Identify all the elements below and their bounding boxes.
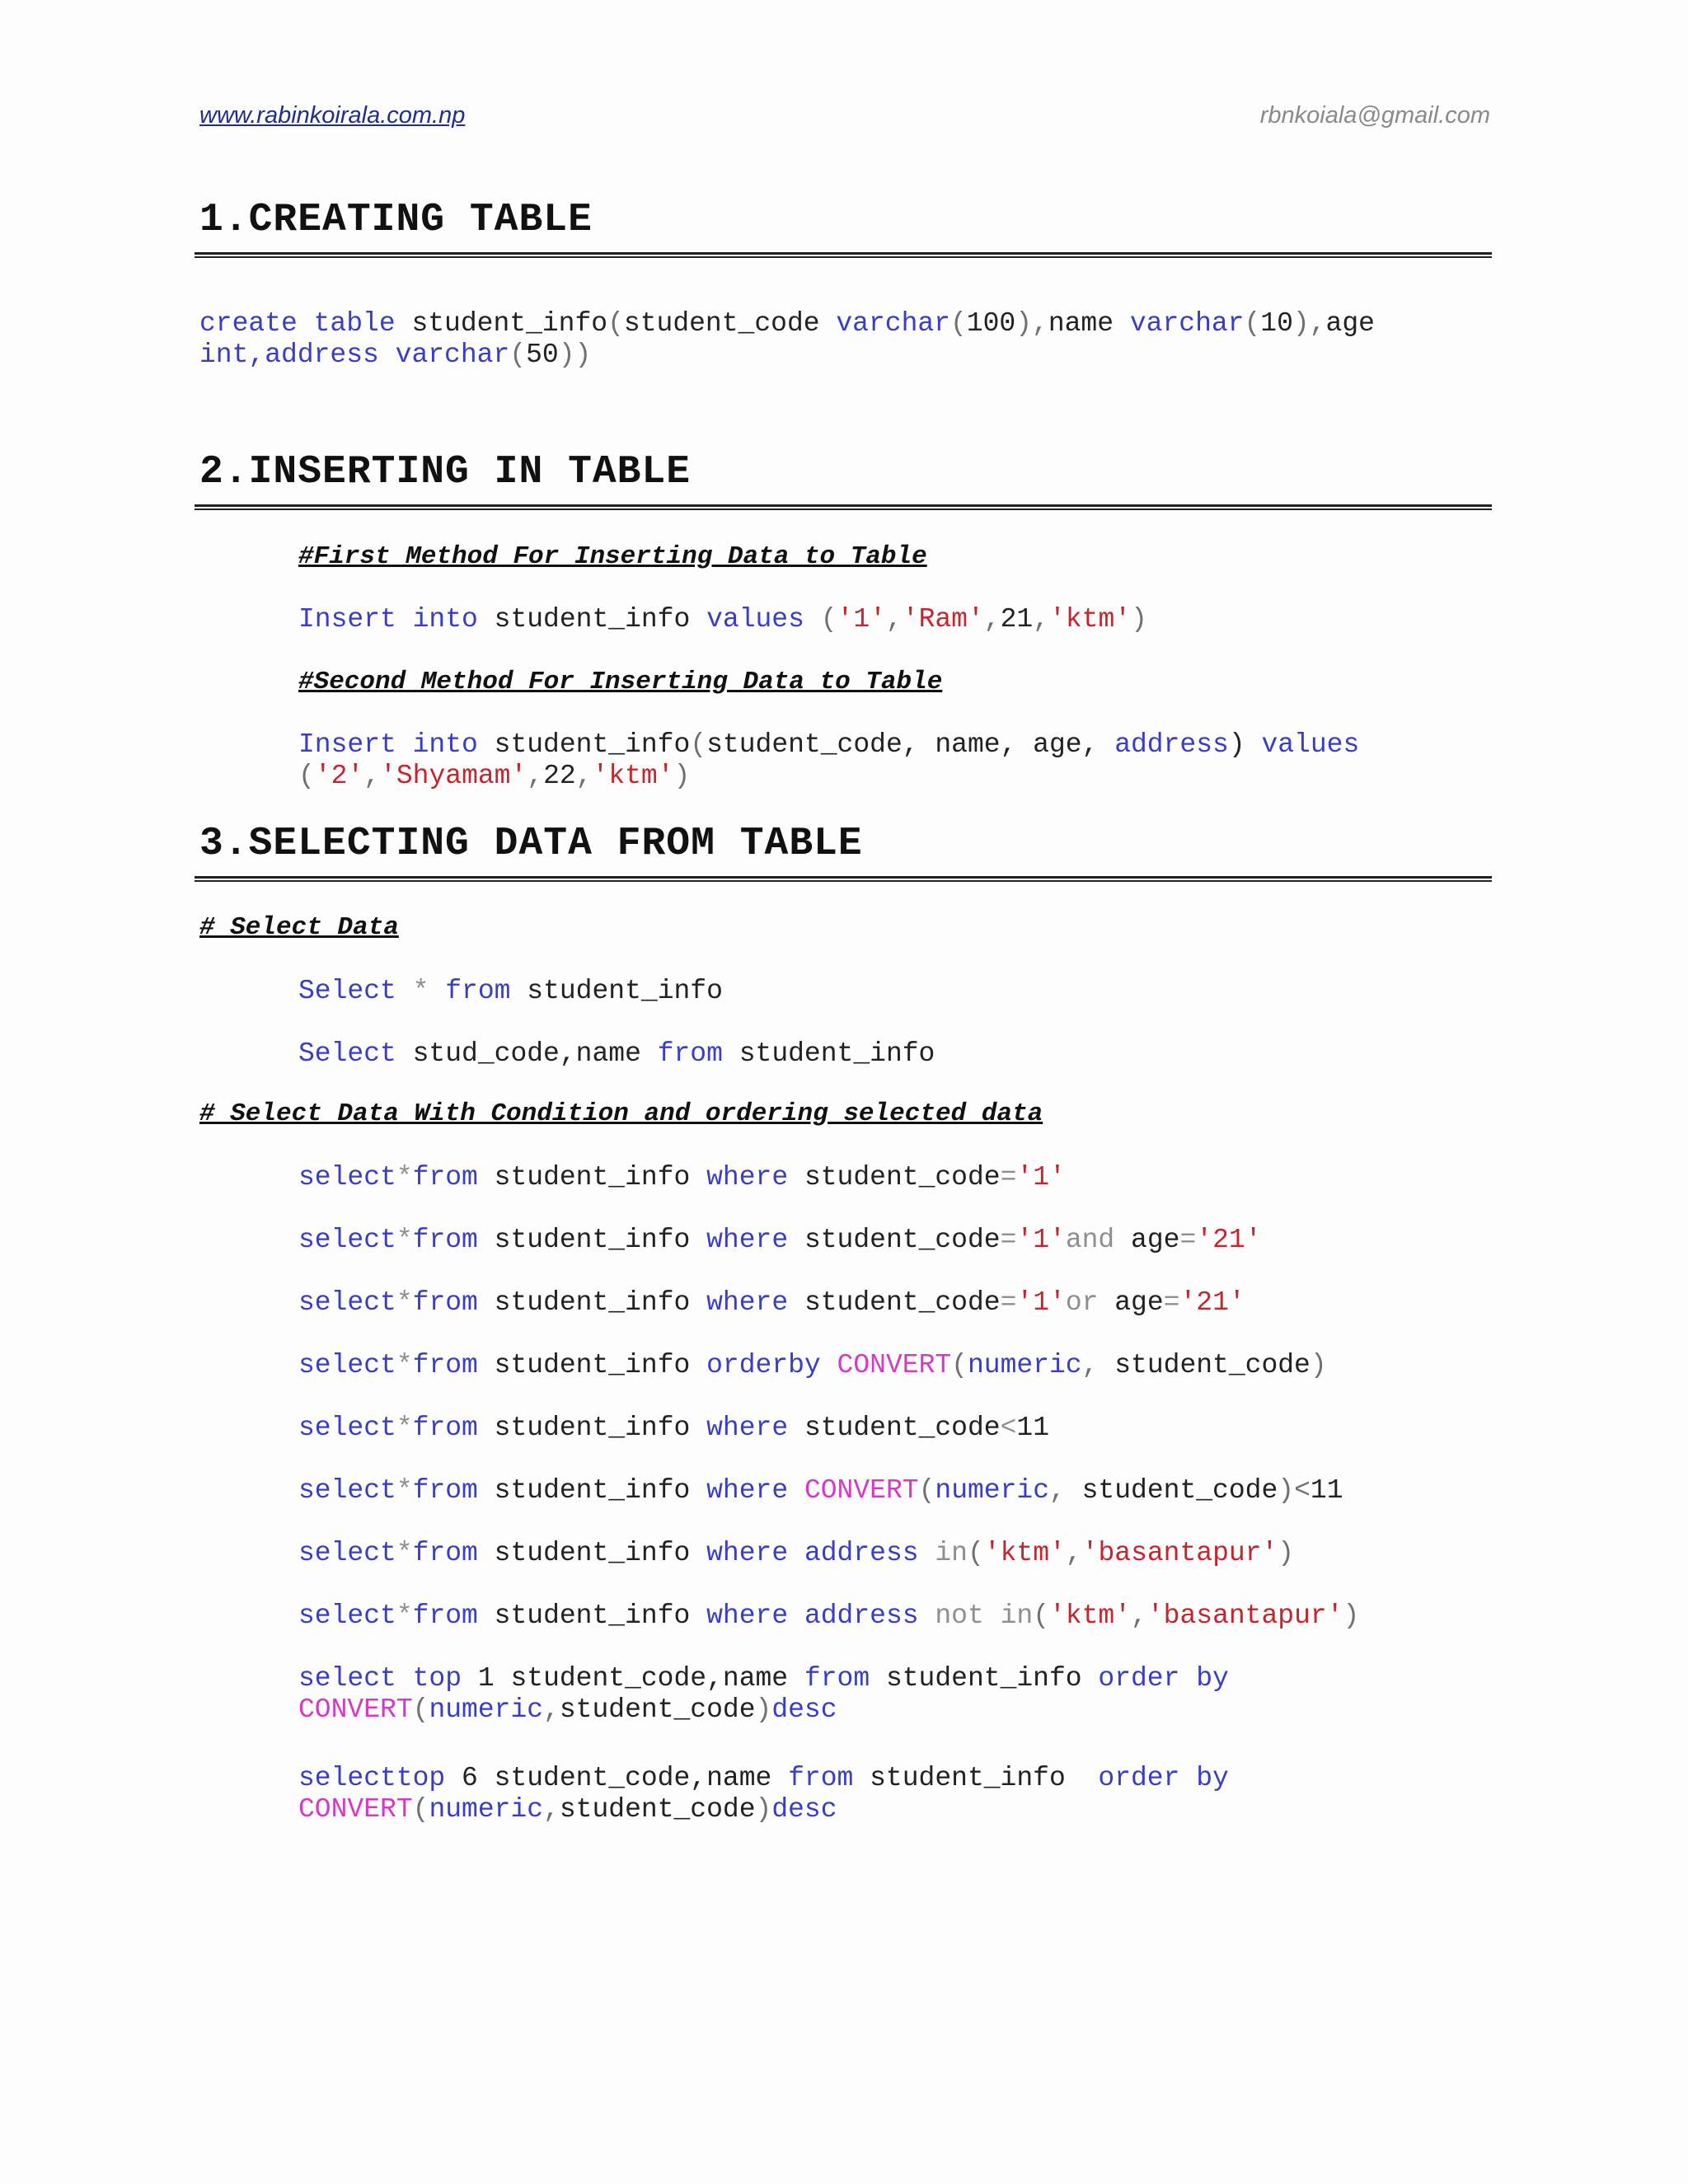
code-token: = <box>1000 1225 1017 1255</box>
code-token: student_code <box>788 1413 1001 1443</box>
code-token: student_info <box>477 1538 707 1568</box>
code-token: student_info <box>477 1225 707 1255</box>
code-token: 6 student_code,name <box>445 1763 789 1793</box>
code-token: '21' <box>1179 1287 1245 1318</box>
code-token: where <box>706 1413 789 1443</box>
code-token: 50 <box>526 340 559 370</box>
code-token: ) <box>1228 729 1262 760</box>
code-token: where <box>706 1601 789 1631</box>
code-token: student_info <box>477 729 691 760</box>
code-token: select <box>298 1350 396 1380</box>
code-token: from <box>412 1601 478 1631</box>
code-token: int,address varchar <box>199 340 510 370</box>
code-token: student_code <box>623 308 837 339</box>
code-token: student_info <box>477 1475 707 1506</box>
code-token: from <box>412 1162 478 1193</box>
code-line <box>298 1287 1245 1319</box>
code-token: ( <box>804 604 837 635</box>
code-line <box>298 1663 1229 1694</box>
code-line <box>298 1413 1049 1444</box>
code-token: from <box>412 1475 478 1506</box>
code-token: , <box>543 1794 560 1825</box>
code-token: from <box>412 1413 478 1443</box>
code-token: age <box>1098 1287 1164 1318</box>
code-token: not in <box>918 1601 1034 1631</box>
code-token: 22 <box>543 761 576 791</box>
code-token: ) <box>1278 1538 1295 1568</box>
code-token: ) <box>1310 1350 1327 1380</box>
code-token: select <box>298 1413 396 1443</box>
code-token: , <box>363 761 381 791</box>
code-token: = <box>1179 1225 1197 1255</box>
code-token: 'basantapur' <box>1081 1538 1278 1568</box>
code-line <box>298 761 690 792</box>
code-token: student_code <box>559 1794 756 1825</box>
code-token: address <box>804 1538 919 1568</box>
code-token: ( <box>951 1350 968 1380</box>
code-token: address <box>804 1601 919 1631</box>
code-token: or <box>1065 1287 1099 1318</box>
code-token: student_info <box>510 976 723 1006</box>
code-token: values <box>1261 729 1360 760</box>
code-token: numeric <box>967 1350 1082 1380</box>
code-token: select <box>298 1162 396 1193</box>
code-line <box>298 604 1147 635</box>
code-token <box>788 1475 804 1506</box>
code-token: ), <box>1015 308 1048 339</box>
code-token: varchar <box>1129 308 1245 339</box>
code-line <box>298 1162 1066 1193</box>
code-token: student_info <box>853 1763 1099 1793</box>
code-token: select <box>298 1538 396 1568</box>
code-token: selecttop <box>298 1763 446 1793</box>
code-token: 10 <box>1260 308 1293 339</box>
code-token: 11 <box>1016 1413 1050 1443</box>
code-token: 100 <box>966 308 1016 339</box>
code-token: * <box>396 1413 413 1443</box>
code-token: order by <box>1098 1663 1229 1694</box>
code-token: , <box>1049 1475 1066 1506</box>
code-token: name <box>1048 308 1130 339</box>
subheading-select-with-condition: # Select Data With Condition and ordering selected data <box>199 1099 1043 1128</box>
code-token: student_info <box>477 1350 707 1380</box>
code-token: student_code <box>1065 1475 1278 1506</box>
section-title-inserting: 2.INSERTING IN TABLE <box>199 450 692 494</box>
code-token: student_code <box>788 1162 1001 1193</box>
code-token: , <box>983 604 1001 635</box>
code-token: order by <box>1098 1763 1229 1793</box>
code-token: student_code <box>788 1225 1001 1255</box>
code-token: from <box>412 1538 478 1568</box>
code-token: , <box>575 761 593 791</box>
code-token: orderby <box>706 1350 821 1380</box>
code-token: ) <box>755 1694 772 1725</box>
code-token: where <box>706 1538 789 1568</box>
code-token: '1' <box>1016 1162 1066 1193</box>
code-line <box>298 1694 837 1726</box>
code-line <box>298 1225 1262 1256</box>
code-token: 'ktm' <box>1049 604 1132 635</box>
code-token <box>788 1601 804 1631</box>
code-token: '1' <box>1016 1225 1066 1255</box>
code-token: , <box>527 761 544 791</box>
code-line <box>298 1350 1327 1381</box>
code-token: numeric <box>429 1694 544 1725</box>
code-token: = <box>1000 1162 1017 1193</box>
code-token: )) <box>558 340 592 370</box>
code-token: * <box>396 1475 413 1506</box>
code-token: ) <box>1343 1601 1360 1631</box>
code-token: select <box>298 1225 396 1255</box>
code-token: address <box>1114 729 1229 760</box>
section-divider <box>195 876 1492 882</box>
email-address: rbnkoiala@gmail.com <box>1259 102 1490 129</box>
code-token: ( <box>918 1475 935 1506</box>
code-line <box>298 1763 1229 1794</box>
code-token: student_code, name, age, <box>706 729 1115 760</box>
code-token: student_info <box>395 308 608 339</box>
code-token: where <box>706 1162 789 1193</box>
code-token: ) <box>673 761 691 791</box>
code-token: desc <box>771 1694 837 1725</box>
code-token: where <box>706 1287 789 1318</box>
code-token: stud_code,name <box>396 1038 658 1069</box>
section-divider <box>195 504 1492 510</box>
code-token: CONVERT <box>298 1794 413 1825</box>
code-token: 'Ram' <box>902 604 984 635</box>
code-token: '1' <box>837 604 886 635</box>
code-token: create table <box>199 308 396 339</box>
code-line <box>298 1038 935 1070</box>
code-token: student_info <box>477 1601 707 1631</box>
code-token: in <box>918 1538 968 1568</box>
code-token: from <box>657 1038 723 1069</box>
subheading-select-data: # Select Data <box>199 913 399 942</box>
code-token <box>788 1538 804 1568</box>
code-token: ( <box>412 1794 429 1825</box>
code-token: ), <box>1292 308 1326 339</box>
code-token: < <box>1000 1413 1017 1443</box>
code-token: values <box>706 604 804 635</box>
code-token: age <box>1114 1225 1180 1255</box>
code-token: 'Shyamam' <box>380 761 528 791</box>
code-token: student_info <box>722 1038 935 1069</box>
code-token: '2' <box>314 761 364 791</box>
code-token: select <box>298 1287 396 1318</box>
code-line <box>298 1475 1343 1507</box>
code-line <box>199 340 591 371</box>
code-token: Insert into <box>298 729 478 760</box>
code-token: ) <box>1131 604 1147 635</box>
code-token: 'ktm' <box>1049 1601 1132 1631</box>
code-token: , <box>1081 1350 1099 1380</box>
code-token: ( <box>1244 308 1261 339</box>
code-token: where <box>706 1475 789 1506</box>
code-token: and <box>1065 1225 1115 1255</box>
code-token: 11 <box>1310 1475 1343 1506</box>
code-token: student_code <box>1098 1350 1311 1380</box>
section-title-selecting: 3.SELECTING DATA FROM TABLE <box>199 822 863 866</box>
code-token: 'ktm' <box>592 761 674 791</box>
subheading-second-method: #Second Method For Inserting Data to Table <box>298 668 943 696</box>
code-token: student_info <box>870 1663 1099 1694</box>
code-line <box>298 1538 1294 1569</box>
code-token: student_code <box>788 1287 1001 1318</box>
code-token: CONVERT <box>837 1350 952 1380</box>
code-token: student_info <box>477 604 707 635</box>
code-token: Insert into <box>298 604 478 635</box>
code-token <box>821 1350 837 1380</box>
code-token: 1 student_code,name <box>462 1663 804 1694</box>
code-token: from <box>445 976 511 1006</box>
code-token: from <box>412 1287 478 1318</box>
code-token: * <box>396 1162 413 1193</box>
code-token: numeric <box>429 1794 544 1825</box>
code-token: , <box>1131 1601 1147 1631</box>
code-token: * <box>396 1225 413 1255</box>
code-token: '1' <box>1016 1287 1066 1318</box>
code-line <box>298 1601 1359 1632</box>
section-title-creating-table: 1.CREATING TABLE <box>199 198 593 242</box>
code-token: , <box>543 1694 560 1725</box>
code-token: * <box>396 976 446 1006</box>
code-token: * <box>396 1601 413 1631</box>
code-token: where <box>706 1225 789 1255</box>
code-token: from <box>412 1225 478 1255</box>
code-token: , <box>1033 604 1050 635</box>
code-token: ( <box>1033 1601 1050 1631</box>
code-token: select <box>298 1601 396 1631</box>
code-token: ( <box>968 1538 984 1568</box>
code-token: CONVERT <box>298 1694 413 1725</box>
code-token: * <box>396 1538 413 1568</box>
code-token: CONVERT <box>804 1475 919 1506</box>
code-token: = <box>1163 1287 1180 1318</box>
code-token: age <box>1325 308 1375 339</box>
section-divider <box>195 252 1492 258</box>
code-token: '21' <box>1196 1225 1262 1255</box>
code-token: varchar <box>836 308 950 339</box>
code-token: ( <box>950 308 967 339</box>
code-token: = <box>1000 1287 1017 1318</box>
code-token: ( <box>412 1694 429 1725</box>
code-token: ( <box>607 308 624 339</box>
code-token: from <box>412 1350 478 1380</box>
code-line <box>298 729 1359 761</box>
website-link[interactable]: www.rabinkoirala.com.np <box>199 102 466 129</box>
code-token: ( <box>690 729 707 760</box>
code-token: student_info <box>477 1287 707 1318</box>
code-token: * <box>396 1287 413 1318</box>
code-line <box>199 308 1375 340</box>
code-token: from <box>788 1763 854 1793</box>
code-token: , <box>1065 1538 1082 1568</box>
subheading-first-method: #First Method For Inserting Data to Table <box>298 542 927 571</box>
code-token: 21 <box>1000 604 1034 635</box>
code-token: ( <box>298 761 315 791</box>
code-line <box>298 1794 837 1825</box>
code-token: , <box>885 604 903 635</box>
code-token: student_info <box>477 1162 707 1193</box>
code-token: Select <box>298 1038 396 1069</box>
code-token: desc <box>771 1794 837 1825</box>
code-token: select <box>298 1475 396 1506</box>
code-token: select top <box>298 1663 462 1694</box>
code-token: from <box>804 1663 870 1694</box>
code-line <box>298 976 723 1007</box>
code-token: ( <box>509 340 527 370</box>
code-token: Select <box>298 976 396 1006</box>
code-token: ) <box>755 1794 772 1825</box>
code-token: )< <box>1278 1475 1311 1506</box>
code-token: student_code <box>559 1694 756 1725</box>
code-token: 'ktm' <box>983 1538 1066 1568</box>
code-token: 'basantapur' <box>1146 1601 1343 1631</box>
code-token: numeric <box>935 1475 1050 1506</box>
code-token: student_info <box>477 1413 707 1443</box>
code-token: * <box>396 1350 413 1380</box>
